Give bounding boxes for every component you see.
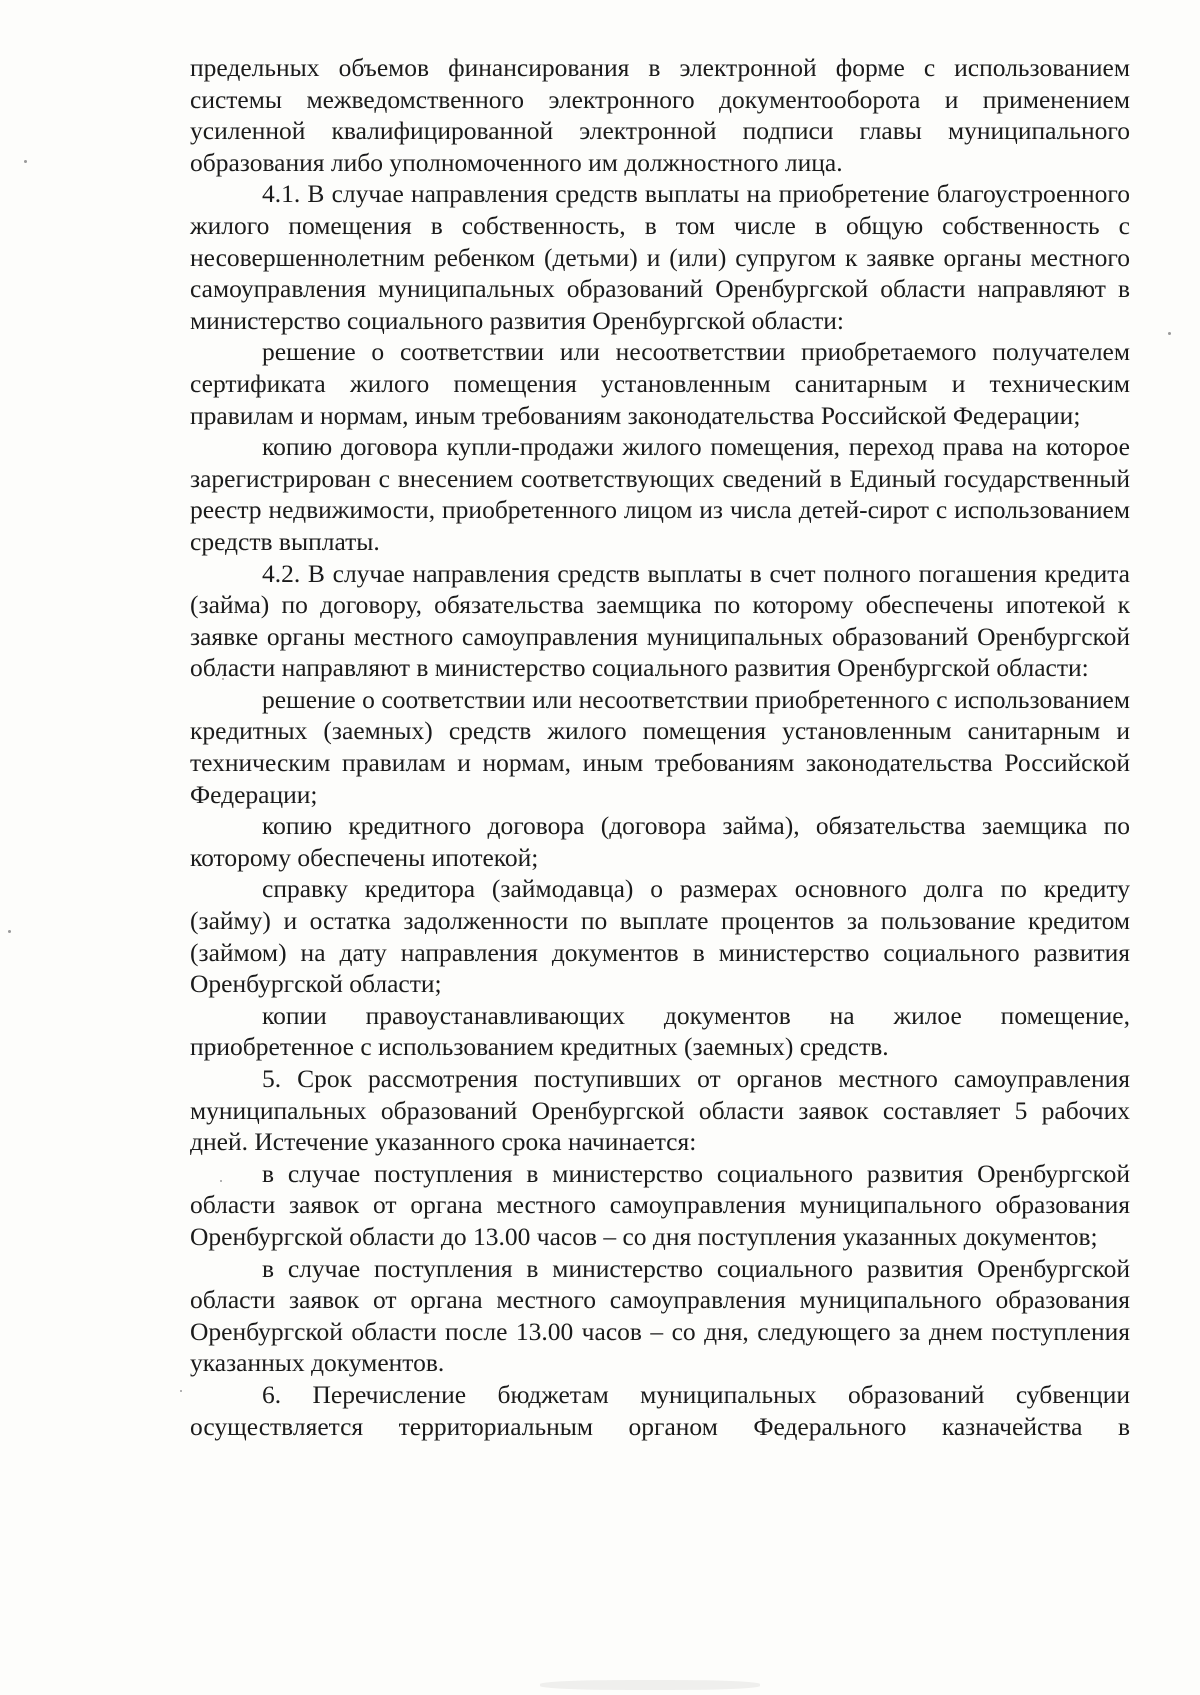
scan-speck xyxy=(1168,332,1171,335)
paragraph: копии правоустанавливающих документов на жилое помещение, приобретенное с использованием кредитных (заемных) средств. xyxy=(190,1000,1130,1062)
paragraph: копию договора купли-продажи жилого помещения, переход права на которое зарегистрирован с внесением соответствующих сведений в Единый государственный реестр недвижимости, приобретенного лицом из числа детей-сирот с использованием средств выплаты. xyxy=(190,432,1130,556)
paragraph: 4.1. В случае направления средств выплаты на приобретение благоустроенного жилого помещения в собственность, в том числе в общую собственность с несовершеннолетним ребенком (детьми) и (или) супругом к заявке органы местного самоуправления муниципальных образований Оренбургской области направляют в министерство социального развития Оренбургской области: xyxy=(190,179,1130,335)
paragraph: 5. Срок рассмотрения поступивших от органов местного самоуправления муниципальных образований Оренбургской области заявок составляет 5 рабочих дней. Истечение указанного срока начинается: xyxy=(190,1064,1130,1157)
scan-speck xyxy=(24,160,27,163)
paragraph: 4.2. В случае направления средств выплаты в счет полного погашения кредита (займа) по договору, обязательства заемщика по которому обеспечены ипотекой к заявке органы местного самоуправления муниципальных образований Оренбургской области направляют в министерство социального развития Оренбургской области: xyxy=(190,558,1130,683)
paragraph: копию кредитного договора (договора займа), обязательства заемщика по которому обеспечены ипотекой; xyxy=(190,811,1130,872)
paragraph: решение о соответствии или несоответствии приобретаемого получателем сертификата жилого помещения установленным санитарным и техническим правилам и нормам, иным требованиям законодательства Российской Федерации; xyxy=(190,337,1130,430)
paragraph: справку кредитора (займодавца) о размерах основного долга по кредиту (займу) и остатка задолженности по выплате процентов за пользование кредитом (займом) на дату направления документов в министерство социального развития Оренбургской области; xyxy=(190,874,1130,999)
document-body xyxy=(190,52,1130,1442)
paragraph: 6. Перечисление бюджетам муниципальных образований субвенции осуществляется территориальным органом Федерального казначейства в xyxy=(190,1379,1130,1441)
paragraph: предельных объемов финансирования в электронной форме с использованием системы межведомственного электронного документооборота и применением усиленной квалифицированной электронной подписи главы муниципального образования либо уполномоченного им должностного лица. xyxy=(190,53,1130,177)
paragraph: в случае поступления в министерство социального развития Оренбургской области заявок от органа местного самоуправления муниципального образования Оренбургской области до 13.00 часов – со дня поступления указанных документов; xyxy=(190,1158,1130,1251)
scan-smudge xyxy=(540,1680,760,1690)
paragraph: решение о соответствии или несоответствии приобретенного с использованием кредитных (заемных) средств жилого помещения установленным санитарным и техническим правилам и нормам, иным требованиям законодательства Российской Федерации; xyxy=(190,684,1130,809)
paragraph: в случае поступления в министерство социального развития Оренбургской области заявок от органа местного самоуправления муниципального образования Оренбургской области после 13.00 часов – со дня, следующего за днем поступления указанных документов. xyxy=(190,1253,1130,1378)
scan-speck xyxy=(8,930,11,933)
scan-speck xyxy=(180,1390,182,1392)
